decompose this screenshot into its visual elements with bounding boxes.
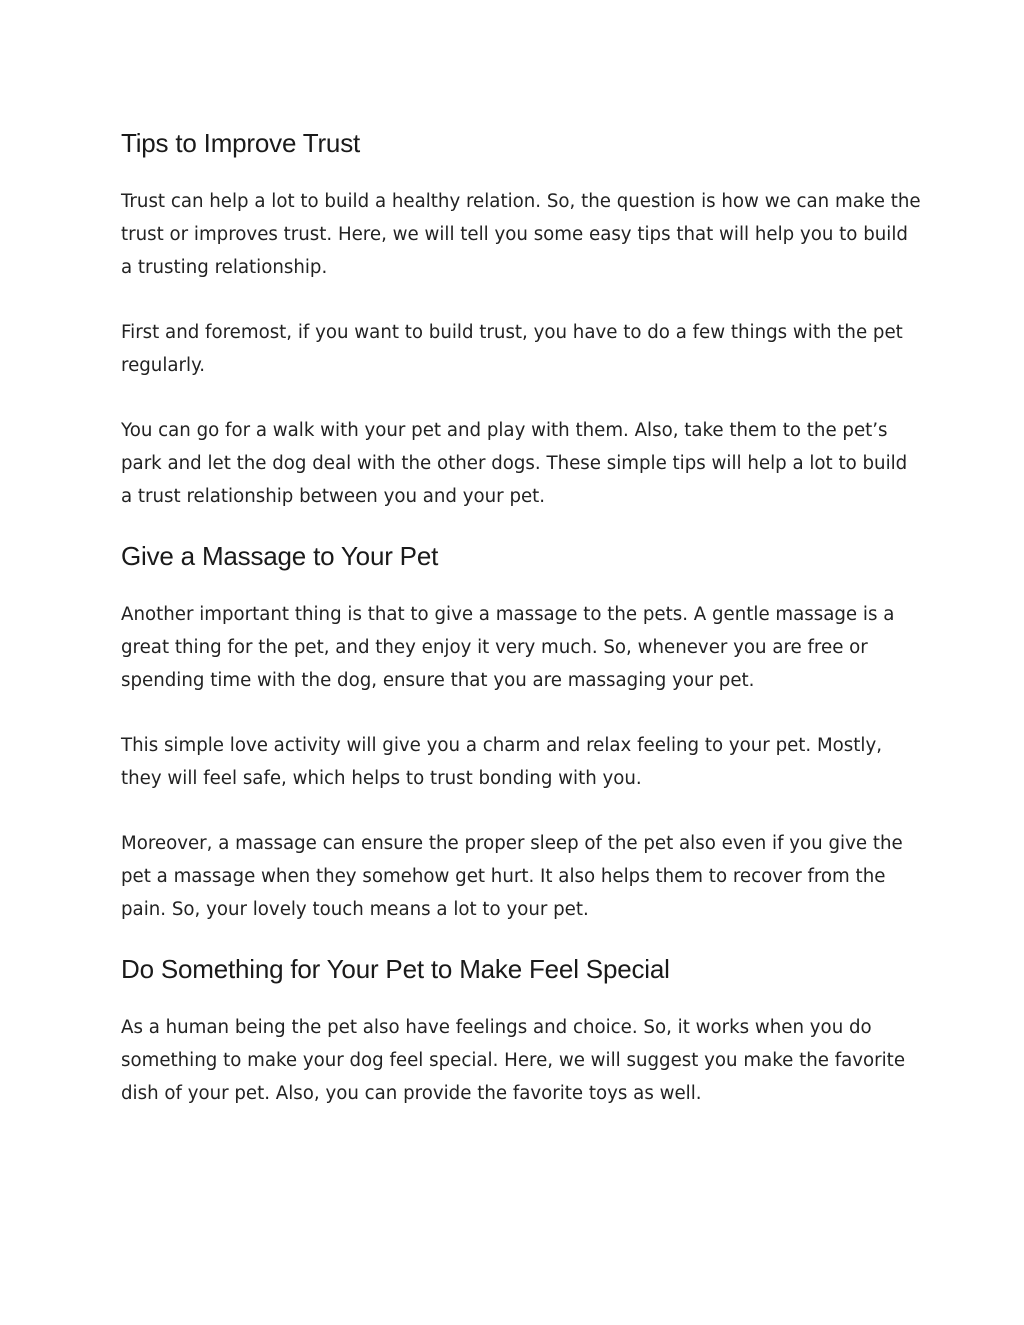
paragraph: As a human being the pet also have feelings and choice. So, it works when you do something to make your dog feel special. Here, we will suggest you make the favorite dish of your pet. Also, you can provide the favorite toys as well.: [121, 1017, 906, 1104]
paragraph: This simple love activity will give you a charm and relax feeling to your pet. Mostly, they will feel safe, which helps to trust bonding with you.: [121, 735, 883, 789]
section-heading-do-something-special: Do Something for Your Pet to Make Feel Special: [121, 954, 670, 984]
paragraph: You can go for a walk with your pet and play with them. Also, take them to the pet’s park and let the dog deal with the other dogs. These simple tips will help a lot to build a trust relationship between you and your pet.: [121, 420, 908, 507]
section-heading-give-a-massage: Give a Massage to Your Pet: [121, 541, 439, 571]
section-heading-tips-to-improve-trust: Tips to Improve Trust: [121, 128, 361, 158]
document-page: [121, 118, 921, 1110]
paragraph: Another important thing is that to give a massage to the pets. A gentle massage is a great thing for the pet, and they enjoy it very much. So, whenever you are free or spending time with the dog, ensure that you are massaging your pet.: [121, 604, 895, 691]
paragraph: Trust can help a lot to build a healthy relation. So, the question is how we can make the trust or improves trust. Here, we will tell you some easy tips that will help you to build a trusting relationship.: [121, 191, 921, 278]
paragraph: Moreover, a massage can ensure the proper sleep of the pet also even if you give the pet a massage when they somehow get hurt. It also helps them to recover from the pain. So, your lovely touch means a lot to your pet.: [121, 833, 903, 920]
paragraph: First and foremost, if you want to build trust, you have to do a few things with the pet regularly.: [121, 322, 903, 376]
